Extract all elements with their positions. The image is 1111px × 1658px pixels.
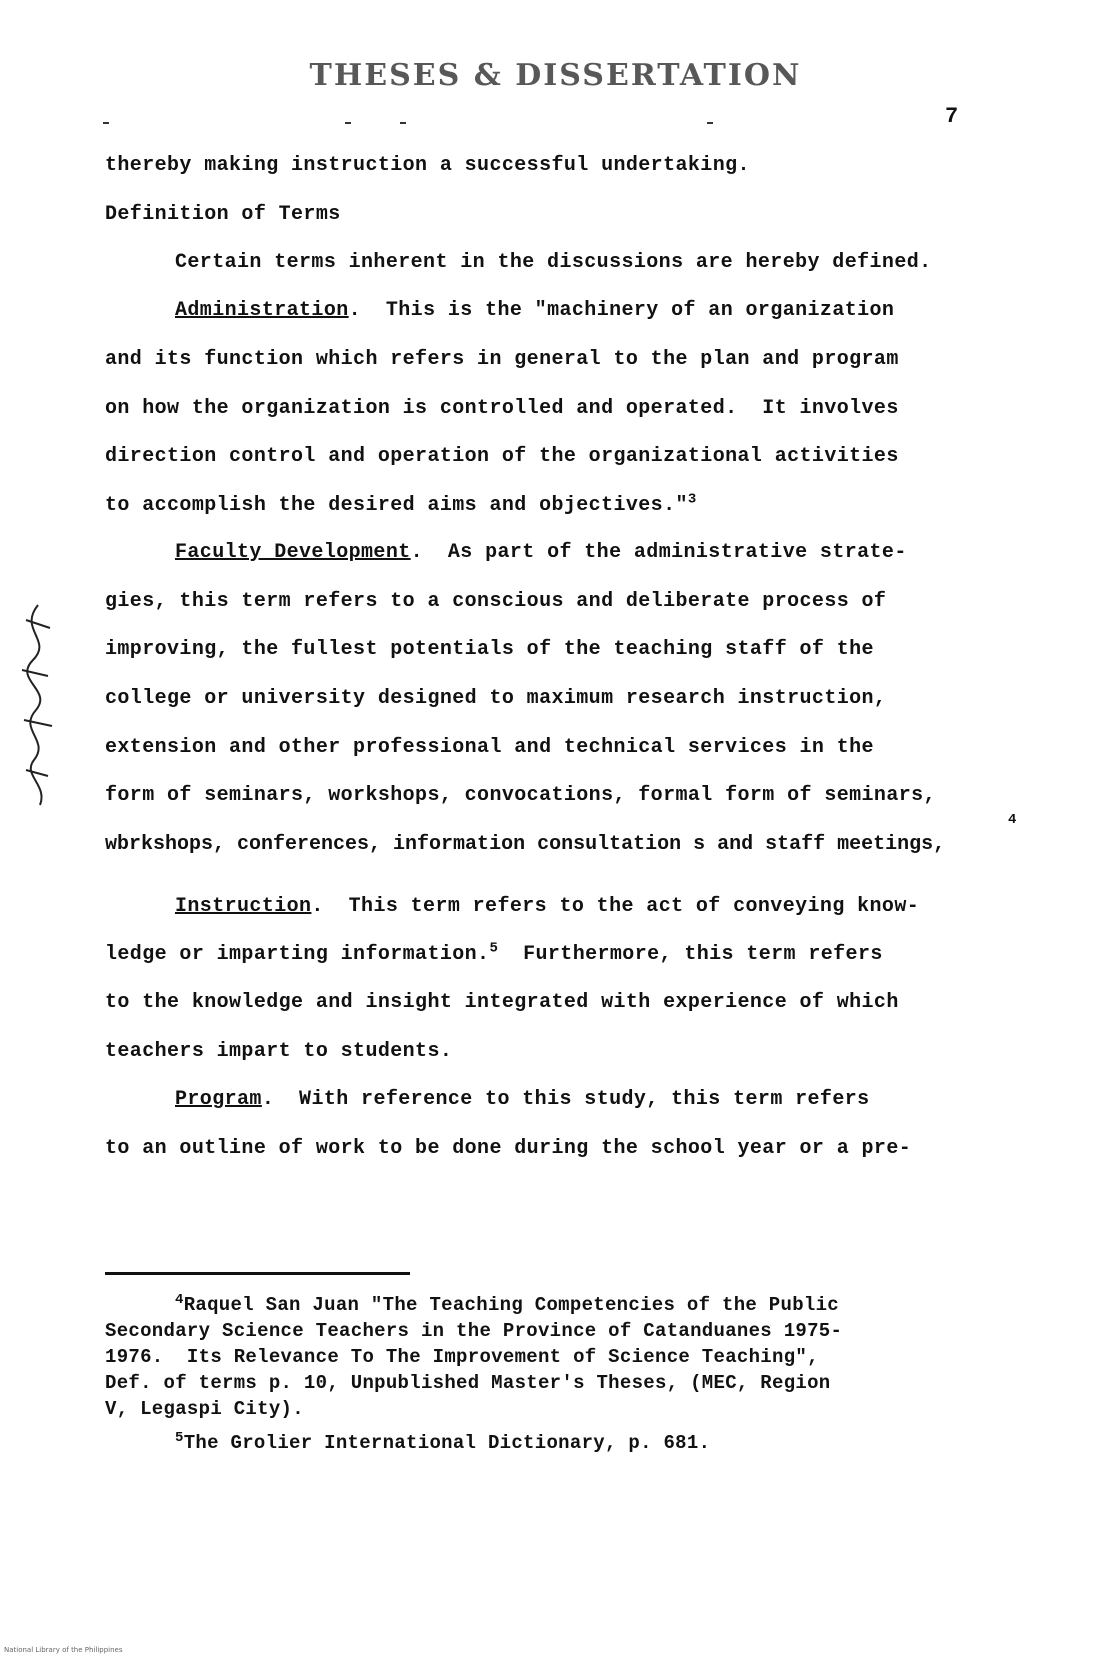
- body-line: [105, 491, 697, 518]
- text-segment: ledge or imparting information.: [105, 943, 490, 966]
- footnote-line: Raquel San Juan "The Teaching Competencies of the Public: [183, 1294, 840, 1316]
- body-line: to the knowledge and insight integrated with experience of which: [105, 991, 899, 1014]
- body-line: and its function which refers in general to the plan and program: [105, 348, 899, 371]
- footnote-marker: 4: [175, 1291, 184, 1308]
- body-line: teachers impart to students.: [105, 1040, 453, 1063]
- margin-handwritten-signature: [8, 600, 68, 810]
- footnote-ref: 5: [489, 940, 499, 957]
- footnote-line: V, Legaspi City).: [105, 1398, 304, 1420]
- instruction-definition: This term refers to the act of conveying know-: [348, 895, 920, 918]
- body-line: extension and other professional and technical services in the: [105, 736, 874, 759]
- scan-dot: [103, 122, 109, 124]
- faculty-development-definition: As part of the administrative strate-: [447, 541, 907, 564]
- body-line: on how the organization is controlled and operated. It involves: [105, 397, 899, 420]
- footnote-line: Def. of terms p. 10, Unpublished Master's Theses, (MEC, Region: [105, 1372, 831, 1394]
- footnote-5: [105, 1430, 710, 1456]
- term-instruction: Instruction: [175, 895, 312, 918]
- footnote-text: The Grolier International Dictionary, p. 681.: [183, 1432, 711, 1454]
- administration-definition: This is the "machinery of an organization: [385, 299, 895, 322]
- section-heading: Definition of Terms: [105, 203, 341, 226]
- body-line: to an outline of work to be done during the school year or a pre-: [105, 1137, 912, 1160]
- page-number: 7: [945, 104, 959, 129]
- term-faculty-development: Faculty Development: [175, 541, 411, 564]
- program-definition: With reference to this study, this term refers: [299, 1088, 870, 1111]
- term-program: Program: [175, 1088, 262, 1111]
- body-line: Instruction. This term refers to the act of conveying know-: [175, 895, 920, 918]
- body-line: [105, 940, 883, 967]
- term-administration: Administration: [175, 299, 349, 322]
- body-line: thereby making instruction a successful undertaking.: [105, 154, 750, 177]
- body-line: improving, the fullest potentials of the teaching staff of the: [105, 638, 874, 661]
- footnote-4: [105, 1292, 839, 1318]
- footnote-rule: [105, 1272, 410, 1275]
- footnote-ref: 4: [1008, 812, 1017, 828]
- text-segment: to accomplish the desired aims and objectives.": [105, 494, 688, 517]
- scan-dot: [707, 122, 713, 124]
- text-segment: Furthermore, this term refers: [523, 943, 883, 966]
- footnote-marker: 5: [175, 1429, 184, 1446]
- body-line: wbrkshops, conferences, information consultation s and staff meetings,: [105, 833, 946, 856]
- body-line: Certain terms inherent in the discussions are hereby defined.: [175, 251, 932, 274]
- body-line: Administration. This is the "machinery of an organization: [175, 299, 895, 322]
- body-line: direction control and operation of the organizational activities: [105, 445, 899, 468]
- body-line: college or university designed to maximum research instruction,: [105, 687, 887, 710]
- body-line: Faculty Development. As part of the administrative strate-: [175, 541, 907, 564]
- body-line: Program. With reference to this study, this term refers: [175, 1088, 870, 1111]
- footnote-line: Secondary Science Teachers in the Province of Catanduanes 1975-: [105, 1320, 843, 1342]
- footnote-line: 1976. Its Relevance To The Improvement of Science Teaching",: [105, 1346, 819, 1368]
- footer-watermark: National Library of the Philippines: [4, 1646, 123, 1654]
- header-stamp: THESES & DISSERTATION: [309, 58, 802, 93]
- body-line: gies, this term refers to a conscious and deliberate process of: [105, 590, 887, 613]
- body-line: form of seminars, workshops, convocations, formal form of seminars,: [105, 784, 936, 807]
- scan-dot: [345, 122, 351, 124]
- footnote-ref: 3: [687, 491, 697, 508]
- scan-dot: [400, 122, 406, 124]
